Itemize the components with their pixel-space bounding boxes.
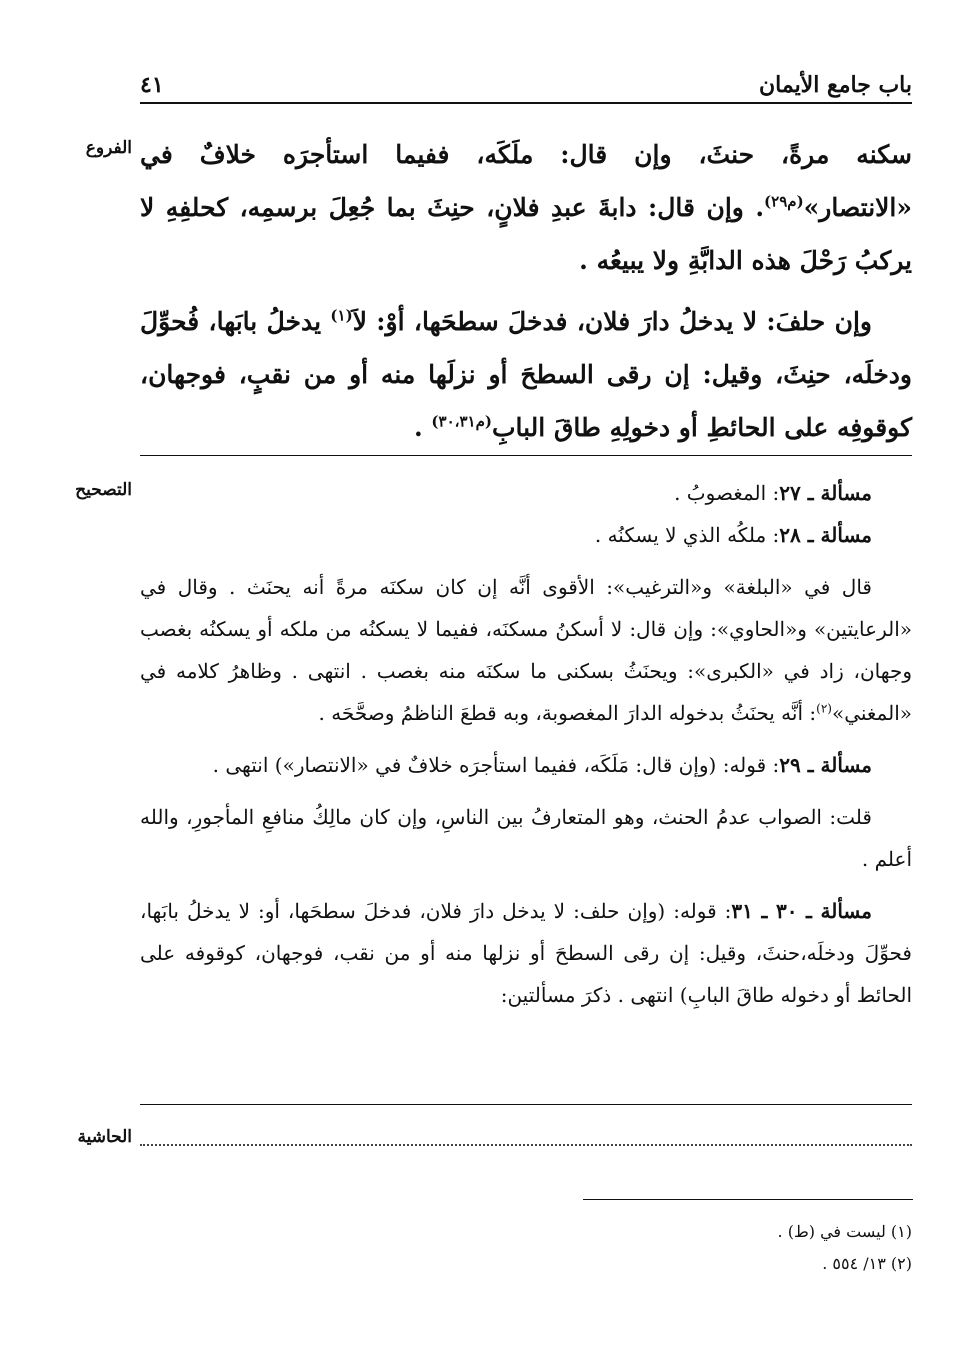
tashih-paragraph-1	[140, 566, 912, 734]
section-divider	[140, 455, 912, 456]
page-number: ٤١	[140, 72, 164, 98]
footnote-divider	[583, 1199, 913, 1200]
furu-text: . وإن قال: دابةَ عبدِ فلانٍ، حنِثَ بما جُعِلَ برسمِه، كحلفِهِ لا يركبُ رَحْلَ هذه الدابَّةِ ولا يبيعُه .	[140, 193, 912, 275]
reference-mark: (م٣٠،٣١)	[431, 412, 492, 431]
section-label-tashih: التصحيح	[75, 480, 132, 500]
furu-text: وإن حلفَ: لا يدخلُ دارَ فلان، فدخلَ سطحَها، أوْ: لاَ	[352, 307, 872, 336]
masala-label: مسألة ـ ٢٧	[779, 481, 872, 505]
furu-paragraph-2	[140, 295, 912, 454]
hashiya-dotted-line	[140, 1130, 912, 1146]
section-divider	[140, 1104, 912, 1105]
footnote-mark: (٢)	[816, 701, 832, 716]
masala-text: : قوله: (وإن حلف: لا يدخل دارَ فلان، فدخلَ سطحَها، أو: لا يدخلُ بابَها، فحوِّلَ ودخلَه،حنثَ، وقيل: إن رقى السطحَ أو نزلها منه أو من نقب، فوجهان، كوقوفه على الحائط أو دخوله طاقَ البابِ) انتهى . ذكرَ مسألتين:	[140, 899, 912, 1007]
masala-text: : المغصوبُ .	[674, 481, 780, 505]
tashih-paragraph-2: قلت: الصواب عدمُ الحنث، وهو المتعارفُ بين الناسِ، وإن كان مالِكُ منافعِ المأجورِ، والله أعلم .	[140, 805, 912, 871]
masala-text: : قوله: (وإن قال: مَلَكَه، ففيما استأجرَه خلافٌ في «الانتصار») انتهى .	[212, 753, 780, 777]
footnote-1: (١) ليست في (ط) .	[777, 1222, 912, 1241]
footnotes	[512, 1216, 912, 1280]
furu-text: سكنه مرةً، حنثَ، وإن قال: ملَكَه، ففيما استأجرَه خلافٌ في «الانتصار»	[140, 140, 912, 222]
masala-label: مسألة ـ ٣٠ ـ ٣١	[731, 899, 872, 923]
masala-27	[140, 472, 912, 514]
footnote-mark: (١)	[330, 306, 353, 325]
section-label-furu: الفروع	[85, 138, 132, 158]
tashih-text: : أنَّه يحنَثُ بدخوله الدارَ المغصوبة، وبه قطعَ الناظمُ وصحَّحَه .	[318, 701, 817, 725]
masala-29	[140, 744, 912, 786]
masala-label: مسألة ـ ٢٩	[779, 753, 872, 777]
masala-28	[140, 514, 912, 556]
section-label-hashiya: الحاشية	[77, 1127, 132, 1147]
chapter-title: باب جامع الأيمان	[758, 72, 912, 98]
masala-text: : ملكُه الذي لا يسكنُه .	[594, 523, 780, 547]
masala-30-31	[140, 890, 912, 1016]
footnote-2: (٢) ١٣/ ٥٥٤ .	[822, 1254, 912, 1273]
tashih-section	[140, 472, 912, 1016]
page-header	[140, 58, 912, 104]
tashih-text: قال في «البلغة» و«الترغيب»: الأقوى أنَّه إن كان سكنَه مرةً أنه يحنَث . وقال في «الرعايتين» و«الحاوي»: وإن قال: لا أسكنُ مسكنَه، ففيما لا يسكنُه من ملكه أو يسكنُه بغصب وجهان، زاد في «الكبرى»: ويحنَثُ بسكنى ما سكنَه منه بغصب . انتهى . وظاهرُ كلامه في «المغني»	[140, 575, 912, 725]
reference-mark: (م٢٩)	[764, 192, 804, 211]
furu-section	[140, 128, 912, 454]
furu-paragraph-1	[140, 128, 912, 287]
masala-label: مسألة ـ ٢٨	[779, 523, 872, 547]
furu-text: يدخلُ بابَها، فُحوِّلَ ودخلَه، حنِثَ، وقيل: إن رقى السطحَ أو نزلَها منه أو من نقبٍ، فوجهان، كوقوفِه على الحائطِ أو دخولِهِ طاقَ البابِ	[140, 307, 912, 442]
furu-text: .	[413, 413, 432, 442]
